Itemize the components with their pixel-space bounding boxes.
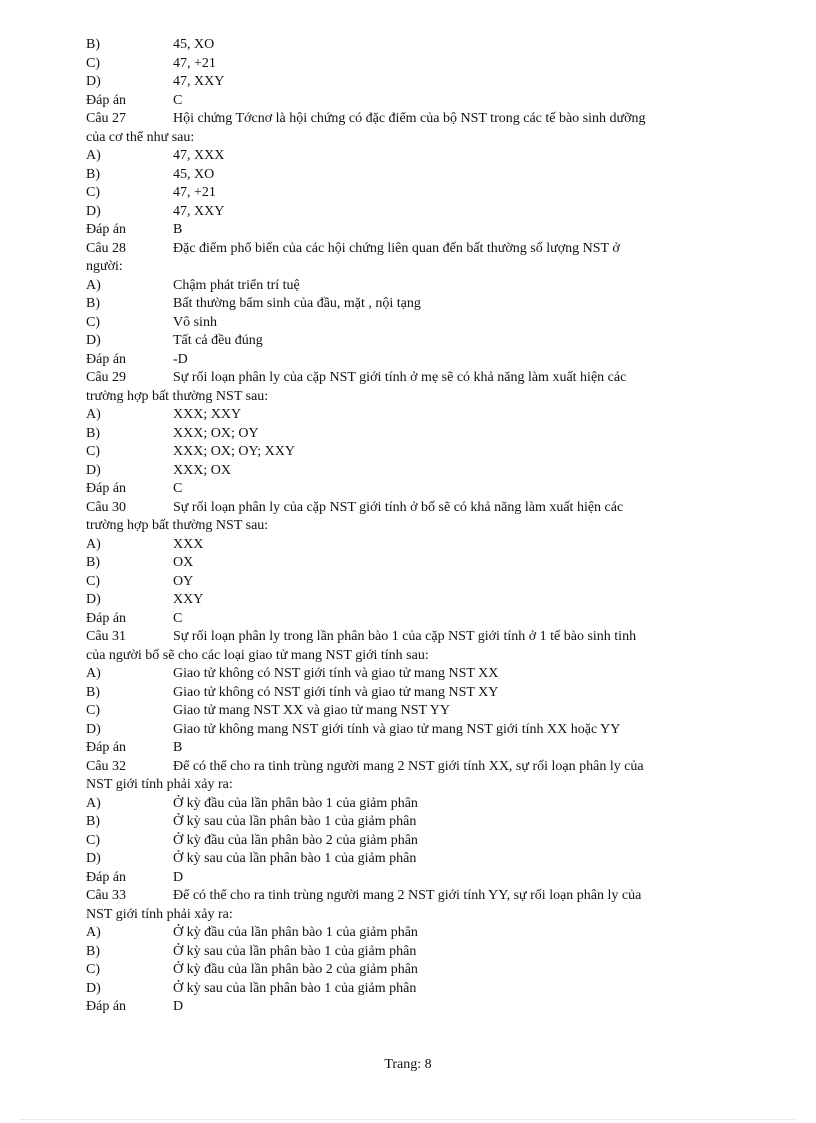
answer-value: B — [173, 740, 183, 755]
answer-label: Đáp án — [86, 740, 127, 755]
question-text: Sự rối loạn phân ly trong lần phân bào 1 của cặp NST giới tính ở 1 tế bào sinh tinh — [173, 629, 637, 644]
option-row — [86, 850, 732, 869]
question-text-continuation: người: — [86, 259, 123, 274]
option-label: C) — [86, 703, 100, 718]
option-text: Ở kỳ sau của lần phân bào 1 của giảm phân — [173, 943, 417, 959]
option-text: 45, XO — [173, 166, 215, 182]
option-text: Giao tử không mang NST giới tính và giao tử mang NST giới tính XX hoặc YY — [173, 721, 621, 737]
page-bottom-divider — [20, 1119, 796, 1120]
option-row — [86, 332, 732, 351]
option-row — [86, 924, 732, 943]
option-text: 45, XO — [173, 37, 215, 52]
option-text: XXX; XXY — [173, 407, 242, 422]
option-text: XXY — [173, 592, 204, 607]
option-text: 47, +21 — [173, 185, 216, 200]
option-label: B) — [86, 684, 100, 700]
question-text: Sự rối loạn phân ly của cặp NST giới tính ở bố sẽ có khả năng làm xuất hiện các — [173, 499, 624, 515]
question-text-continuation: NST giới tính phải xảy ra: — [86, 906, 233, 922]
option-text: 47, XXY — [173, 74, 225, 89]
option-text: Ở kỳ đầu của lần phân bào 2 của giảm phân — [173, 962, 418, 977]
option-text: Bất thường bẩm sinh của đầu, mặt , nội tạng — [173, 296, 421, 311]
option-row — [86, 980, 732, 999]
option-label: D) — [86, 74, 101, 89]
answer-row — [86, 480, 732, 499]
answer-row — [86, 351, 732, 370]
option-label: C) — [86, 573, 100, 589]
option-text: Ở kỳ sau của lần phân bào 1 của giảm phân — [173, 814, 417, 829]
option-label: D) — [86, 592, 101, 607]
answer-label: Đáp án — [86, 222, 127, 237]
option-label: D) — [86, 203, 101, 219]
option-label: D) — [86, 980, 101, 996]
option-row — [86, 295, 732, 314]
option-label: A) — [86, 795, 101, 811]
option-text: Chậm phát triển trí tuệ — [173, 277, 300, 293]
answer-value: B — [173, 222, 183, 237]
option-label: A) — [86, 407, 101, 422]
option-row — [86, 795, 732, 814]
option-row — [86, 184, 732, 203]
option-row — [86, 832, 732, 851]
page-number-footer: Trang: 8 — [384, 1057, 432, 1072]
answer-value: D — [173, 999, 184, 1014]
answer-label: Đáp án — [86, 610, 127, 626]
question-number: Câu 32 — [86, 758, 127, 774]
answer-label: Đáp án — [86, 999, 127, 1014]
option-label: B) — [86, 943, 100, 959]
answer-value: C — [173, 92, 183, 108]
option-row — [86, 536, 732, 555]
option-text: 47, XXY — [173, 203, 225, 219]
option-label: B) — [86, 555, 100, 570]
option-label: B) — [86, 296, 100, 311]
option-row — [86, 314, 732, 333]
option-row — [86, 591, 732, 610]
question-number: Câu 28 — [86, 240, 127, 256]
answer-value: D — [173, 869, 184, 885]
option-row — [86, 73, 732, 92]
question-number: Câu 30 — [86, 499, 127, 515]
question-row — [86, 110, 732, 129]
option-row — [86, 166, 732, 185]
option-row — [86, 277, 732, 296]
option-label: A) — [86, 277, 101, 293]
option-text: 47, +21 — [173, 55, 216, 71]
option-row — [86, 55, 732, 74]
question-number: Câu 33 — [86, 888, 127, 903]
question-text: Để có thể cho ra tinh trùng người mang 2 NST giới tính XX, sự rối loạn phân ly của — [173, 758, 644, 774]
option-label: B) — [86, 814, 100, 829]
option-label: D) — [86, 721, 101, 737]
answer-row — [86, 610, 732, 629]
answer-value: C — [173, 481, 183, 496]
option-row — [86, 554, 732, 573]
option-label: C) — [86, 444, 100, 459]
option-row — [86, 462, 732, 481]
option-label: A) — [86, 148, 101, 163]
option-text: OY — [173, 573, 194, 589]
option-label: D) — [86, 851, 101, 866]
option-row — [86, 425, 732, 444]
question-number: Câu 29 — [86, 370, 127, 385]
question-text-continuation: trường hợp bất thường NST sau: — [86, 518, 269, 533]
question-row — [86, 628, 732, 647]
question-number: Câu 27 — [86, 111, 127, 126]
option-text: XXX; OX; OY; XXY — [173, 444, 295, 459]
question-text-continuation: NST giới tính phải xảy ra: — [86, 777, 233, 792]
option-text: XXX; OX; OY — [173, 425, 259, 441]
question-text: Đặc điểm phổ biến của các hội chứng liên quan đến bất thường số lượng NST ở — [173, 240, 620, 256]
option-text: Ở kỳ đầu của lần phân bào 1 của giảm phân — [173, 925, 418, 940]
question-text: Để có thể cho ra tinh trùng người mang 2 NST giới tính YY, sự rối loạn phân ly của — [173, 888, 642, 903]
question-text-continuation: của người bố sẽ cho các loại giao tử mang NST giới tính sau: — [86, 647, 429, 663]
option-row — [86, 406, 732, 425]
option-text: Giao tử không có NST giới tính và giao tử mang NST XX — [173, 666, 499, 681]
question-number: Câu 31 — [86, 629, 127, 644]
option-label: C) — [86, 314, 100, 330]
question-text: Sự rối loạn phân ly của cặp NST giới tính ở mẹ sẽ có khả năng làm xuất hiện các — [173, 370, 627, 385]
option-text: Ở kỳ sau của lần phân bào 1 của giảm phân — [173, 851, 417, 866]
answer-row — [86, 998, 732, 1017]
question-row — [86, 758, 732, 777]
option-row — [86, 702, 732, 721]
option-label: A) — [86, 666, 101, 681]
option-text: Tất cả đều đúng — [173, 333, 263, 348]
option-label: C) — [86, 832, 100, 848]
option-label: C) — [86, 962, 100, 977]
option-row — [86, 943, 732, 962]
answer-value: -D — [173, 351, 188, 367]
quiz-content — [86, 36, 732, 1017]
answer-row — [86, 92, 732, 111]
option-row — [86, 203, 732, 222]
question-row — [86, 887, 732, 906]
option-label: B) — [86, 37, 100, 52]
answer-label: Đáp án — [86, 481, 127, 496]
answer-label: Đáp án — [86, 92, 127, 108]
option-row — [86, 721, 732, 740]
option-row — [86, 147, 732, 166]
answer-value: C — [173, 610, 183, 626]
option-row — [86, 961, 732, 980]
option-text: Ở kỳ đầu của lần phân bào 2 của giảm phân — [173, 832, 418, 848]
option-row — [86, 36, 732, 55]
option-label: D) — [86, 333, 101, 348]
option-label: A) — [86, 536, 101, 552]
answer-row — [86, 869, 732, 888]
question-text-continuation: trường hợp bất thường NST sau: — [86, 388, 269, 404]
option-text: Giao tử không có NST giới tính và giao tử mang NST XY — [173, 684, 499, 700]
question-row — [86, 499, 732, 518]
option-label: C) — [86, 55, 100, 71]
option-label: B) — [86, 425, 100, 441]
option-row — [86, 573, 732, 592]
option-label: A) — [86, 925, 101, 940]
option-text: OX — [173, 555, 194, 570]
answer-label: Đáp án — [86, 351, 127, 367]
answer-row — [86, 221, 732, 240]
option-row — [86, 665, 732, 684]
question-text: Hội chứng Tớcnơ là hội chứng có đặc điểm của bộ NST trong các tế bào sinh dưỡng — [173, 111, 646, 126]
option-row — [86, 443, 732, 462]
option-text: Vô sinh — [173, 314, 217, 330]
option-text: Ở kỳ sau của lần phân bào 1 của giảm phân — [173, 980, 417, 996]
question-row — [86, 369, 732, 388]
option-label: D) — [86, 462, 101, 478]
option-text: XXX — [173, 536, 204, 552]
option-text: Giao tử mang NST XX và giao tử mang NST YY — [173, 703, 451, 718]
question-row — [86, 240, 732, 259]
option-label: B) — [86, 166, 100, 182]
answer-label: Đáp án — [86, 869, 127, 885]
option-row — [86, 813, 732, 832]
option-label: C) — [86, 185, 100, 200]
option-text: XXX; OX — [173, 462, 231, 478]
option-text: 47, XXX — [173, 148, 225, 163]
option-text: Ở kỳ đầu của lần phân bào 1 của giảm phân — [173, 795, 418, 811]
option-row — [86, 684, 732, 703]
question-text-continuation: của cơ thể như sau: — [86, 129, 195, 145]
answer-row — [86, 739, 732, 758]
